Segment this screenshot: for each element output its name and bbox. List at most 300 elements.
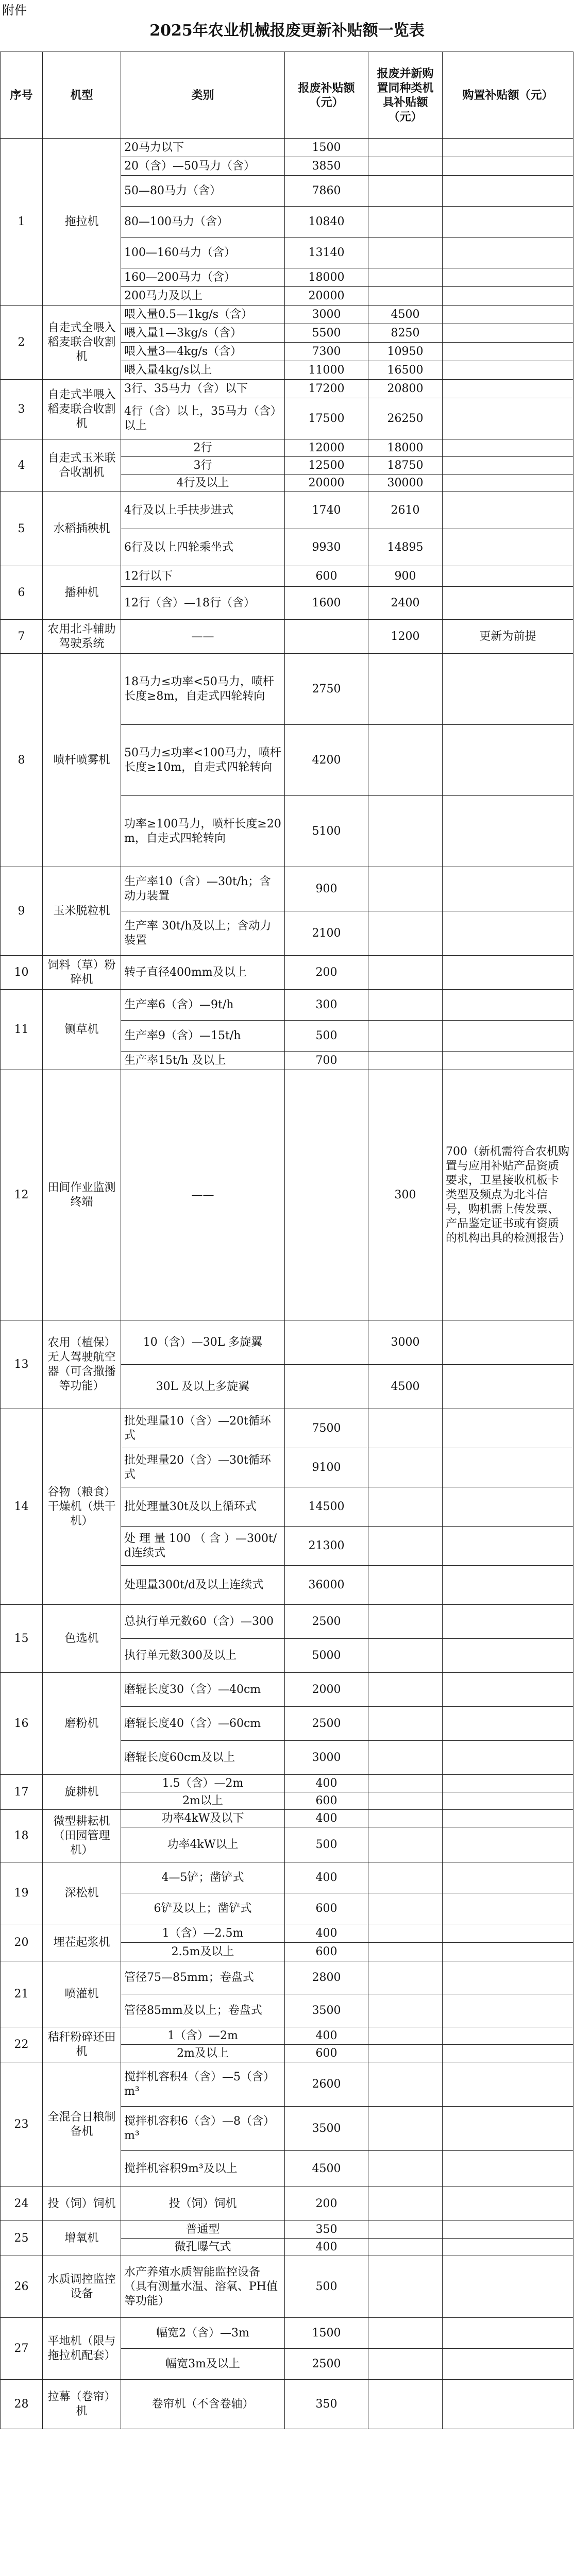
purchase-subsidy-amount [443, 238, 573, 268]
renew-subsidy-amount: 16500 [368, 361, 443, 380]
row-number: 25 [1, 2221, 43, 2256]
renew-subsidy-amount [368, 1810, 443, 1827]
scrap-subsidy-amount: 700 [285, 1052, 368, 1070]
renew-subsidy-amount [368, 1021, 443, 1052]
renew-subsidy-amount: 4500 [368, 306, 443, 324]
machine-category: 生产率10（含）—30t/h；含动力装置 [121, 867, 285, 911]
renew-subsidy-amount [368, 1943, 443, 1961]
purchase-subsidy-amount [443, 1639, 573, 1673]
scrap-subsidy-amount: 900 [285, 867, 368, 911]
renew-subsidy-amount [368, 990, 443, 1021]
scrap-subsidy-amount: 36000 [285, 1566, 368, 1605]
purchase-subsidy-amount [443, 139, 573, 157]
machine-category: 批处理量10（含）—20t循环式 [121, 1409, 285, 1448]
purchase-subsidy-amount [443, 457, 573, 474]
purchase-subsidy-amount [443, 492, 573, 529]
table-row [1, 439, 573, 457]
machine-category: 1（含）—2.5m [121, 1924, 285, 1943]
attachment-label: 附件 [2, 3, 27, 18]
subsidy-table [0, 52, 573, 2429]
machine-category: 4行及以上 [121, 474, 285, 492]
machine-category: 喂入量4kg/s以上 [121, 361, 285, 380]
machine-model: 平地机（限与拖拉机配套） [43, 2318, 121, 2380]
machine-category: 生产率9（含）—15t/h [121, 1021, 285, 1052]
scrap-subsidy-amount: 9930 [285, 529, 368, 566]
renew-subsidy-amount [368, 1994, 443, 2027]
purchase-subsidy-amount [443, 2380, 573, 2429]
purchase-subsidy-amount [443, 474, 573, 492]
scrap-subsidy-amount: 400 [285, 1862, 368, 1893]
scrap-subsidy-amount: 2100 [285, 911, 368, 956]
machine-category: 20（含）—50马力（含） [121, 157, 285, 176]
renew-subsidy-amount: 300 [368, 1070, 443, 1320]
renew-subsidy-amount [368, 1052, 443, 1070]
row-number: 9 [1, 867, 43, 956]
row-number: 4 [1, 439, 43, 492]
machine-model: 拉幕（卷帘）机 [43, 2380, 121, 2429]
purchase-subsidy-amount: 700（新机需符合农机购置与应用补贴产品资质要求，卫星接收机板卡类型及频点为北斗信号，购机需上传发票、产品鉴定证书或有资质的机构出具的检测报告） [443, 1070, 573, 1320]
purchase-subsidy-amount [443, 2045, 573, 2062]
row-number: 8 [1, 654, 43, 867]
scrap-subsidy-amount: 400 [285, 1810, 368, 1827]
purchase-subsidy-amount [443, 1605, 573, 1639]
renew-subsidy-amount [368, 1862, 443, 1893]
renew-subsidy-amount [368, 1605, 443, 1639]
purchase-subsidy-amount [443, 176, 573, 207]
renew-subsidy-amount [368, 796, 443, 867]
machine-category: 4行及以上手扶步进式 [121, 492, 285, 529]
machine-category: 50马力≤功率<100马力，喷杆长度≥10m，自走式四轮转向 [121, 725, 285, 796]
renew-subsidy-amount [368, 1707, 443, 1741]
scrap-subsidy-amount: 500 [285, 1827, 368, 1862]
table-row [1, 139, 573, 157]
renew-subsidy-amount [368, 1961, 443, 1994]
row-number: 27 [1, 2318, 43, 2380]
renew-subsidy-amount: 14895 [368, 529, 443, 566]
scrap-subsidy-amount: 500 [285, 2256, 368, 2318]
machine-category: 4行（含）以上，35马力（含）以上 [121, 398, 285, 439]
row-number: 10 [1, 956, 43, 990]
machine-category: 6铲及以上；凿铲式 [121, 1893, 285, 1924]
scrap-subsidy-amount: 400 [285, 2239, 368, 2256]
scrap-subsidy-amount: 10840 [285, 207, 368, 238]
scrap-subsidy-amount: 2750 [285, 654, 368, 725]
purchase-subsidy-amount [443, 956, 573, 990]
scrap-subsidy-amount: 5500 [285, 324, 368, 343]
row-number: 15 [1, 1605, 43, 1673]
machine-category: 功率4kW以上 [121, 1827, 285, 1862]
machine-category: 6行及以上四轮乘坐式 [121, 529, 285, 566]
machine-category: 12行以下 [121, 566, 285, 587]
row-number: 20 [1, 1924, 43, 1961]
scrap-subsidy-amount: 17500 [285, 398, 368, 439]
renew-subsidy-amount [368, 207, 443, 238]
scrap-subsidy-amount [285, 620, 368, 654]
renew-subsidy-amount: 900 [368, 566, 443, 587]
scrap-subsidy-amount: 3000 [285, 306, 368, 324]
machine-model: 饲料（草）粉碎机 [43, 956, 121, 990]
machine-category: 磨辊长度60cm及以上 [121, 1741, 285, 1775]
renew-subsidy-amount [368, 867, 443, 911]
machine-category: 2.5m及以上 [121, 1943, 285, 1961]
scrap-subsidy-amount: 1500 [285, 2318, 368, 2349]
machine-model: 田间作业监测终端 [43, 1070, 121, 1320]
renew-subsidy-amount: 30000 [368, 474, 443, 492]
renew-subsidy-amount [368, 2151, 443, 2187]
scrap-subsidy-amount: 5000 [285, 1639, 368, 1673]
table-row [1, 492, 573, 529]
renew-subsidy-amount: 18750 [368, 457, 443, 474]
renew-subsidy-amount [368, 725, 443, 796]
row-number: 1 [1, 139, 43, 306]
scrap-subsidy-amount: 1740 [285, 492, 368, 529]
scrap-subsidy-amount: 300 [285, 990, 368, 1021]
machine-model: 农用（植保）无人驾驶航空器（可含撒播等功能） [43, 1320, 121, 1409]
table-row [1, 306, 573, 324]
header-scrap-subsidy: 报废补贴额（元） [285, 52, 368, 139]
renew-subsidy-amount [368, 176, 443, 207]
machine-category: 投（饲）饲机 [121, 2187, 285, 2221]
purchase-subsidy-amount [443, 1487, 573, 1527]
machine-model: 深松机 [43, 1862, 121, 1924]
machine-model: 谷物（粮食）干燥机（烘干机） [43, 1409, 121, 1605]
machine-category: 2m以上 [121, 1792, 285, 1810]
purchase-subsidy-amount [443, 398, 573, 439]
purchase-subsidy-amount [443, 725, 573, 796]
scrap-subsidy-amount: 3500 [285, 2107, 368, 2151]
scrap-subsidy-amount: 2500 [285, 2349, 368, 2380]
table-row [1, 2221, 573, 2239]
renew-subsidy-amount [368, 2318, 443, 2349]
renew-subsidy-amount [368, 1741, 443, 1775]
purchase-subsidy-amount [443, 2107, 573, 2151]
scrap-subsidy-amount: 4500 [285, 2151, 368, 2187]
table-row [1, 956, 573, 990]
scrap-subsidy-amount: 21300 [285, 1527, 368, 1566]
renew-subsidy-amount: 2610 [368, 492, 443, 529]
purchase-subsidy-amount [443, 2256, 573, 2318]
scrap-subsidy-amount: 400 [285, 1775, 368, 1792]
purchase-subsidy-amount [443, 1409, 573, 1448]
machine-model: 投（饲）饲机 [43, 2187, 121, 2221]
renew-subsidy-amount [368, 1893, 443, 1924]
renew-subsidy-amount [368, 956, 443, 990]
machine-category: 喂入量0.5—1kg/s（含） [121, 306, 285, 324]
scrap-subsidy-amount [285, 1070, 368, 1320]
purchase-subsidy-amount [443, 1775, 573, 1792]
machine-category: 生产率 30t/h及以上；含动力装置 [121, 911, 285, 956]
machine-category: 管径85mm及以上；卷盘式 [121, 1994, 285, 2027]
purchase-subsidy-amount [443, 1448, 573, 1487]
renew-subsidy-amount [368, 1527, 443, 1566]
table-row [1, 2380, 573, 2429]
purchase-subsidy-amount [443, 157, 573, 176]
machine-model: 磨粉机 [43, 1673, 121, 1775]
scrap-subsidy-amount: 1600 [285, 587, 368, 620]
scrap-subsidy-amount: 12000 [285, 439, 368, 457]
header-category: 类别 [121, 52, 285, 139]
purchase-subsidy-amount [443, 2318, 573, 2349]
row-number: 14 [1, 1409, 43, 1605]
scrap-subsidy-amount: 400 [285, 1924, 368, 1943]
machine-category: 50—80马力（含） [121, 176, 285, 207]
table-row [1, 1320, 573, 1365]
purchase-subsidy-amount [443, 587, 573, 620]
renew-subsidy-amount [368, 1775, 443, 1792]
purchase-subsidy-amount [443, 529, 573, 566]
scrap-subsidy-amount: 600 [285, 1792, 368, 1810]
machine-category: 2行 [121, 439, 285, 457]
machine-model: 农用北斗辅助驾驶系统 [43, 620, 121, 654]
scrap-subsidy-amount [285, 1320, 368, 1365]
purchase-subsidy-amount [443, 1052, 573, 1070]
machine-category: 功率≥100马力，喷杆长度≥20m，自走式四轮转向 [121, 796, 285, 867]
purchase-subsidy-amount [443, 2221, 573, 2239]
row-number: 21 [1, 1961, 43, 2027]
purchase-subsidy-amount [443, 1827, 573, 1862]
scrap-subsidy-amount: 500 [285, 1021, 368, 1052]
table-row [1, 1070, 573, 1320]
row-number: 23 [1, 2062, 43, 2187]
scrap-subsidy-amount: 4200 [285, 725, 368, 796]
purchase-subsidy-amount [443, 439, 573, 457]
machine-category: 12行（含）—18行（含） [121, 587, 285, 620]
purchase-subsidy-amount [443, 990, 573, 1021]
row-number: 7 [1, 620, 43, 654]
renew-subsidy-amount: 10950 [368, 343, 443, 361]
table-row [1, 1409, 573, 1448]
header-no: 序号 [1, 52, 43, 139]
scrap-subsidy-amount: 3000 [285, 1741, 368, 1775]
scrap-subsidy-amount: 11000 [285, 361, 368, 380]
renew-subsidy-amount [368, 1924, 443, 1943]
purchase-subsidy-amount [443, 1320, 573, 1365]
renew-subsidy-amount [368, 2221, 443, 2239]
machine-model: 增氧机 [43, 2221, 121, 2256]
row-number: 16 [1, 1673, 43, 1775]
table-row [1, 1673, 573, 1707]
scrap-subsidy-amount: 9100 [285, 1448, 368, 1487]
machine-model: 秸秆粉碎还田机 [43, 2027, 121, 2062]
renew-subsidy-amount: 4500 [368, 1365, 443, 1409]
scrap-subsidy-amount: 600 [285, 1943, 368, 1961]
scrap-subsidy-amount: 20000 [285, 474, 368, 492]
row-number: 5 [1, 492, 43, 566]
machine-model: 喷灌机 [43, 1961, 121, 2027]
purchase-subsidy-amount [443, 324, 573, 343]
renew-subsidy-amount [368, 1827, 443, 1862]
machine-category: 卷帘机（不含卷轴） [121, 2380, 285, 2429]
purchase-subsidy-amount [443, 207, 573, 238]
renew-subsidy-amount [368, 1792, 443, 1810]
purchase-subsidy-amount [443, 1893, 573, 1924]
renew-subsidy-amount [368, 2256, 443, 2318]
renew-subsidy-amount: 1200 [368, 620, 443, 654]
table-row [1, 1810, 573, 1827]
machine-model: 玉米脱粒机 [43, 867, 121, 956]
purchase-subsidy-amount [443, 361, 573, 380]
table-row [1, 2318, 573, 2349]
purchase-subsidy-amount [443, 1792, 573, 1810]
machine-category: 喂入量1—3kg/s（含） [121, 324, 285, 343]
machine-category: 1.5（含）—2m [121, 1775, 285, 1792]
scrap-subsidy-amount: 2500 [285, 1707, 368, 1741]
machine-model: 拖拉机 [43, 139, 121, 306]
purchase-subsidy-amount [443, 867, 573, 911]
scrap-subsidy-amount: 350 [285, 2380, 368, 2429]
purchase-subsidy-amount [443, 1924, 573, 1943]
machine-category: 3行、35马力（含）以下 [121, 380, 285, 398]
machine-model: 水稻插秧机 [43, 492, 121, 566]
table-row [1, 867, 573, 911]
row-number: 26 [1, 2256, 43, 2318]
machine-category: 磨辊长度30（含）—40cm [121, 1673, 285, 1707]
table-row [1, 566, 573, 587]
header-model: 机型 [43, 52, 121, 139]
renew-subsidy-amount [368, 268, 443, 287]
renew-subsidy-amount [368, 2107, 443, 2151]
purchase-subsidy-amount [443, 1021, 573, 1052]
machine-category: 1（含）—2m [121, 2027, 285, 2045]
row-number: 6 [1, 566, 43, 620]
row-number: 18 [1, 1810, 43, 1862]
machine-category: 执行单元数300及以上 [121, 1639, 285, 1673]
table-row [1, 654, 573, 725]
machine-category: 搅拌机容积6（含）—8（含）m³ [121, 2107, 285, 2151]
scrap-subsidy-amount: 18000 [285, 268, 368, 287]
purchase-subsidy-amount [443, 343, 573, 361]
purchase-subsidy-amount [443, 1707, 573, 1741]
machine-category: 生产率15t/h 及以上 [121, 1052, 285, 1070]
row-number: 11 [1, 990, 43, 1070]
scrap-subsidy-amount: 3500 [285, 1994, 368, 2027]
table-row [1, 2187, 573, 2221]
scrap-subsidy-amount: 5100 [285, 796, 368, 867]
machine-model: 水质调控监控设备 [43, 2256, 121, 2318]
table-row [1, 1961, 573, 1994]
machine-category: 生产率6（含）—9t/h [121, 990, 285, 1021]
scrap-subsidy-amount: 350 [285, 2221, 368, 2239]
purchase-subsidy-amount [443, 306, 573, 324]
row-number: 24 [1, 2187, 43, 2221]
scrap-subsidy-amount: 2800 [285, 1961, 368, 1994]
purchase-subsidy-amount [443, 2151, 573, 2187]
scrap-subsidy-amount: 2500 [285, 1605, 368, 1639]
scrap-subsidy-amount [285, 1365, 368, 1409]
scrap-subsidy-amount: 7500 [285, 1409, 368, 1448]
page-title: 2025年农业机械报废更新补贴额一览表 [149, 22, 425, 40]
machine-category: 功率4kW及以下 [121, 1810, 285, 1827]
machine-category: 搅拌机容积4（含）—5（含）m³ [121, 2062, 285, 2107]
table-row [1, 1605, 573, 1639]
row-number: 2 [1, 306, 43, 380]
renew-subsidy-amount [368, 2239, 443, 2256]
renew-subsidy-amount [368, 2380, 443, 2429]
header-renew-subsidy: 报废并新购置同种类机具补贴额（元） [368, 52, 443, 139]
machine-model: 微型耕耘机（田园管理机） [43, 1810, 121, 1862]
renew-subsidy-amount [368, 238, 443, 268]
renew-subsidy-amount: 3000 [368, 1320, 443, 1365]
scrap-subsidy-amount: 2000 [285, 1673, 368, 1707]
table-row [1, 620, 573, 654]
machine-model: 全混合日粮制备机 [43, 2062, 121, 2187]
machine-category: 批处理量20（含）—30t循环式 [121, 1448, 285, 1487]
machine-category: 幅宽3m及以上 [121, 2349, 285, 2380]
machine-category: 30L 及以上多旋翼 [121, 1365, 285, 1409]
machine-category: 水产养殖水质智能监控设备（具有测量水温、溶氧、PH值等功能） [121, 2256, 285, 2318]
machine-model: 旋耕机 [43, 1775, 121, 1810]
renew-subsidy-amount [368, 1448, 443, 1487]
machine-category: —— [121, 620, 285, 654]
renew-subsidy-amount [368, 2349, 443, 2380]
machine-model: 喷杆喷雾机 [43, 654, 121, 867]
machine-category: 搅拌机容积9m³及以上 [121, 2151, 285, 2187]
renew-subsidy-amount [368, 287, 443, 306]
scrap-subsidy-amount: 200 [285, 956, 368, 990]
machine-category: 4—5铲；凿铲式 [121, 1862, 285, 1893]
scrap-subsidy-amount: 2600 [285, 2062, 368, 2107]
table-header-row [1, 52, 573, 139]
purchase-subsidy-amount [443, 1527, 573, 1566]
table-row [1, 2062, 573, 2107]
row-number: 19 [1, 1862, 43, 1924]
row-number: 3 [1, 380, 43, 439]
purchase-subsidy-amount [443, 2349, 573, 2380]
machine-category: 转子直径400mm及以上 [121, 956, 285, 990]
purchase-subsidy-amount [443, 1365, 573, 1409]
purchase-subsidy-amount [443, 268, 573, 287]
scrap-subsidy-amount: 17200 [285, 380, 368, 398]
purchase-subsidy-amount [443, 911, 573, 956]
scrap-subsidy-amount: 600 [285, 566, 368, 587]
renew-subsidy-amount [368, 2045, 443, 2062]
scrap-subsidy-amount: 14500 [285, 1487, 368, 1527]
renew-subsidy-amount [368, 1673, 443, 1707]
row-number: 17 [1, 1775, 43, 1810]
machine-category: 微孔曝气式 [121, 2239, 285, 2256]
machine-category: 200马力及以上 [121, 287, 285, 306]
machine-category: 普通型 [121, 2221, 285, 2239]
machine-category: 幅宽2（含）—3m [121, 2318, 285, 2349]
purchase-subsidy-amount [443, 1810, 573, 1827]
renew-subsidy-amount: 8250 [368, 324, 443, 343]
machine-model: 播种机 [43, 566, 121, 620]
renew-subsidy-amount: 18000 [368, 439, 443, 457]
machine-category: 10（含）—30L 多旋翼 [121, 1320, 285, 1365]
machine-model: 埋茬起浆机 [43, 1924, 121, 1961]
purchase-subsidy-amount [443, 1943, 573, 1961]
machine-category: 磨辊长度40（含）—60cm [121, 1707, 285, 1741]
row-number: 12 [1, 1070, 43, 1320]
scrap-subsidy-amount: 12500 [285, 457, 368, 474]
purchase-subsidy-amount [443, 1961, 573, 1994]
scrap-subsidy-amount: 7300 [285, 343, 368, 361]
purchase-subsidy-amount [443, 1741, 573, 1775]
table-row [1, 990, 573, 1021]
table-body [1, 139, 573, 2429]
table-row [1, 1775, 573, 1792]
machine-category: 2m及以上 [121, 2045, 285, 2062]
table-row [1, 380, 573, 398]
machine-category: 160—200马力（含） [121, 268, 285, 287]
purchase-subsidy-amount [443, 566, 573, 587]
machine-model: 铡草机 [43, 990, 121, 1070]
purchase-subsidy-amount [443, 380, 573, 398]
scrap-subsidy-amount: 1500 [285, 139, 368, 157]
renew-subsidy-amount [368, 139, 443, 157]
purchase-subsidy-amount [443, 1566, 573, 1605]
purchase-subsidy-amount [443, 2062, 573, 2107]
